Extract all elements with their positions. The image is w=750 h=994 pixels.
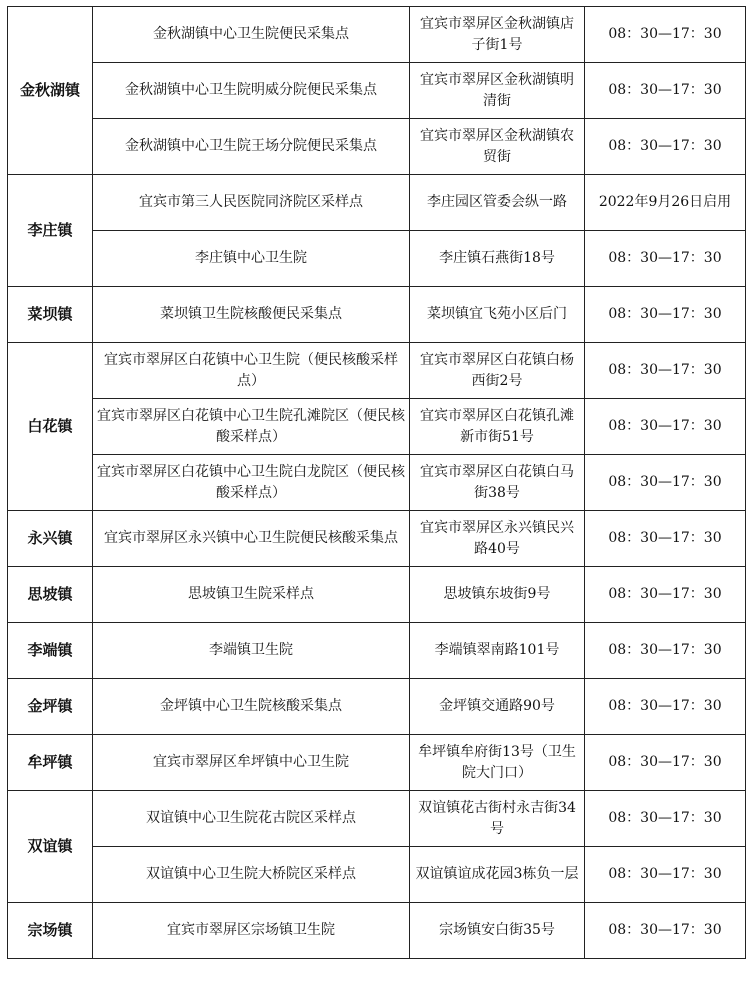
- site-name-cell: 双谊镇中心卫生院大桥院区采样点: [93, 847, 410, 903]
- table-row: [8, 455, 746, 511]
- site-name-cell: 金秋湖镇中心卫生院王场分院便民采集点: [93, 119, 410, 175]
- table-row: [8, 679, 746, 735]
- table-row: [8, 287, 746, 343]
- address-cell: 宜宾市翠屏区永兴镇民兴路40号: [410, 511, 585, 567]
- site-name-cell: 菜坝镇卫生院核酸便民采集点: [93, 287, 410, 343]
- hours-cell: 08：30—17：30: [585, 679, 746, 735]
- hours-cell: 08：30—17：30: [585, 231, 746, 287]
- table-row: [8, 903, 746, 959]
- address-cell: 李庄园区管委会纵一路: [410, 175, 585, 231]
- site-name-cell: 宜宾市第三人民医院同济院区采样点: [93, 175, 410, 231]
- address-cell: 双谊镇花古街村永吉街34号: [410, 791, 585, 847]
- town-cell: 双谊镇: [8, 791, 93, 903]
- table-row: [8, 791, 746, 847]
- hours-cell: 08：30—17：30: [585, 791, 746, 847]
- site-name-cell: 金秋湖镇中心卫生院明威分院便民采集点: [93, 63, 410, 119]
- table-row: [8, 119, 746, 175]
- address-cell: 宜宾市翠屏区金秋湖镇农贸街: [410, 119, 585, 175]
- town-cell: 菜坝镇: [8, 287, 93, 343]
- town-cell: 金坪镇: [8, 679, 93, 735]
- table-row: [8, 735, 746, 791]
- town-cell: 宗场镇: [8, 903, 93, 959]
- hours-cell: 08：30—17：30: [585, 7, 746, 63]
- town-cell: 李庄镇: [8, 175, 93, 287]
- hours-cell: 08：30—17：30: [585, 399, 746, 455]
- town-cell: 金秋湖镇: [8, 7, 93, 175]
- site-name-cell: 李端镇卫生院: [93, 623, 410, 679]
- address-cell: 思坡镇东坡街9号: [410, 567, 585, 623]
- site-name-cell: 宜宾市翠屏区牟坪镇中心卫生院: [93, 735, 410, 791]
- site-name-cell: 思坡镇卫生院采样点: [93, 567, 410, 623]
- hours-cell: 08：30—17：30: [585, 287, 746, 343]
- site-name-cell: 双谊镇中心卫生院花古院区采样点: [93, 791, 410, 847]
- site-name-cell: 宜宾市翠屏区白花镇中心卫生院孔滩院区（便民核酸采样点）: [93, 399, 410, 455]
- table-row: [8, 567, 746, 623]
- site-name-cell: 宜宾市翠屏区永兴镇中心卫生院便民核酸采集点: [93, 511, 410, 567]
- site-name-cell: 宜宾市翠屏区白花镇中心卫生院（便民核酸采样点）: [93, 343, 410, 399]
- town-cell: 永兴镇: [8, 511, 93, 567]
- town-cell: 白花镇: [8, 343, 93, 511]
- town-cell: 李端镇: [8, 623, 93, 679]
- town-cell: 思坡镇: [8, 567, 93, 623]
- table-row: [8, 847, 746, 903]
- hours-cell: 08：30—17：30: [585, 735, 746, 791]
- site-name-cell: 金秋湖镇中心卫生院便民采集点: [93, 7, 410, 63]
- table-body: [8, 7, 746, 959]
- site-name-cell: 李庄镇中心卫生院: [93, 231, 410, 287]
- hours-cell: 08：30—17：30: [585, 847, 746, 903]
- hours-cell: 08：30—17：30: [585, 119, 746, 175]
- address-cell: 李端镇翠南路101号: [410, 623, 585, 679]
- hours-cell: 08：30—17：30: [585, 343, 746, 399]
- table-row: [8, 63, 746, 119]
- address-cell: 宜宾市翠屏区金秋湖镇明清街: [410, 63, 585, 119]
- hours-cell: 08：30—17：30: [585, 903, 746, 959]
- town-cell: 牟坪镇: [8, 735, 93, 791]
- address-cell: 宜宾市翠屏区白花镇白马街38号: [410, 455, 585, 511]
- address-cell: 宜宾市翠屏区白花镇白杨西街2号: [410, 343, 585, 399]
- site-name-cell: 宜宾市翠屏区宗场镇卫生院: [93, 903, 410, 959]
- address-cell: 双谊镇谊成花园3栋负一层: [410, 847, 585, 903]
- table-row: [8, 399, 746, 455]
- address-cell: 宜宾市翠屏区金秋湖镇店子街1号: [410, 7, 585, 63]
- sampling-sites-table: [7, 6, 746, 959]
- site-name-cell: 宜宾市翠屏区白花镇中心卫生院白龙院区（便民核酸采样点）: [93, 455, 410, 511]
- hours-cell: 08：30—17：30: [585, 567, 746, 623]
- table-row: [8, 343, 746, 399]
- hours-cell: 08：30—17：30: [585, 455, 746, 511]
- address-cell: 牟坪镇牟府街13号（卫生院大门口）: [410, 735, 585, 791]
- table-row: [8, 231, 746, 287]
- address-cell: 宗场镇安白街35号: [410, 903, 585, 959]
- hours-cell: 2022年9月26日启用: [585, 175, 746, 231]
- hours-cell: 08：30—17：30: [585, 511, 746, 567]
- address-cell: 菜坝镇宜飞苑小区后门: [410, 287, 585, 343]
- address-cell: 宜宾市翠屏区白花镇孔滩新市街51号: [410, 399, 585, 455]
- table-row: [8, 511, 746, 567]
- table-row: [8, 623, 746, 679]
- address-cell: 金坪镇交通路90号: [410, 679, 585, 735]
- address-cell: 李庄镇石燕街18号: [410, 231, 585, 287]
- table-row: [8, 175, 746, 231]
- hours-cell: 08：30—17：30: [585, 623, 746, 679]
- hours-cell: 08：30—17：30: [585, 63, 746, 119]
- table-row: [8, 7, 746, 63]
- site-name-cell: 金坪镇中心卫生院核酸采集点: [93, 679, 410, 735]
